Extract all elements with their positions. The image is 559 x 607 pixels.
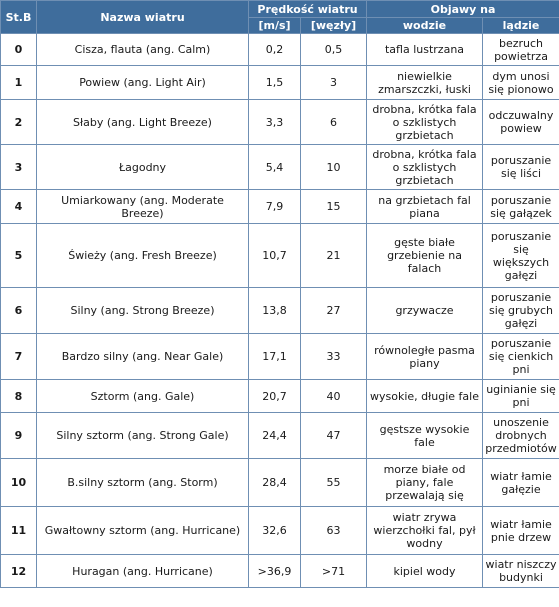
speed-ms: >36,9 <box>249 555 301 588</box>
effect-land: wiatr łamie gałęzie <box>483 459 559 507</box>
speed-ms: 0,2 <box>249 34 301 66</box>
header-row-top <box>1 1 559 18</box>
speed-ms: 28,4 <box>249 459 301 507</box>
beaufort-number: 7 <box>1 334 37 380</box>
effect-land: dym unosi się pionowo <box>483 66 559 100</box>
beaufort-number: 2 <box>1 100 37 145</box>
header-scale: St.B <box>1 1 37 34</box>
beaufort-number: 9 <box>1 413 37 459</box>
speed-knots: 3 <box>301 66 367 100</box>
table-row <box>1 507 559 555</box>
table-row <box>1 555 559 588</box>
effect-land: poruszanie się większych gałęzi <box>483 224 559 288</box>
wind-name: Słaby (ang. Light Breeze) <box>37 100 249 145</box>
wind-name: Sztorm (ang. Gale) <box>37 380 249 413</box>
effect-water: na grzbietach fal piana <box>367 190 483 224</box>
table-row <box>1 34 559 66</box>
table-row <box>1 413 559 459</box>
speed-knots: 55 <box>301 459 367 507</box>
effect-water: gęstsze wysokie fale <box>367 413 483 459</box>
speed-ms: 13,8 <box>249 288 301 334</box>
beaufort-number: 4 <box>1 190 37 224</box>
effect-land: wiatr łamie pnie drzew <box>483 507 559 555</box>
table-row <box>1 66 559 100</box>
effect-land: wiatr niszczy budynki <box>483 555 559 588</box>
effect-water: drobna, krótka fala o szklistych grzbietach <box>367 100 483 145</box>
table-row <box>1 334 559 380</box>
speed-ms: 17,1 <box>249 334 301 380</box>
speed-knots: 10 <box>301 145 367 190</box>
table-row <box>1 459 559 507</box>
effect-land: odczuwalny powiew <box>483 100 559 145</box>
speed-knots: 15 <box>301 190 367 224</box>
speed-ms: 7,9 <box>249 190 301 224</box>
speed-knots: 21 <box>301 224 367 288</box>
table-row <box>1 100 559 145</box>
effect-water: równoległe pasma piany <box>367 334 483 380</box>
wind-name: Powiew (ang. Light Air) <box>37 66 249 100</box>
wind-name: Świeży (ang. Fresh Breeze) <box>37 224 249 288</box>
effect-land: poruszanie się cienkich pni <box>483 334 559 380</box>
table-row <box>1 380 559 413</box>
effect-water: grzywacze <box>367 288 483 334</box>
effect-water: tafla lustrzana <box>367 34 483 66</box>
effect-water: gęste białe grzebienie na falach <box>367 224 483 288</box>
beaufort-number: 1 <box>1 66 37 100</box>
beaufort-number: 5 <box>1 224 37 288</box>
effect-water: wysokie, długie fale <box>367 380 483 413</box>
wind-name: Umiarkowany (ang. Moderate Breeze) <box>37 190 249 224</box>
speed-knots: >71 <box>301 555 367 588</box>
beaufort-number: 12 <box>1 555 37 588</box>
beaufort-number: 11 <box>1 507 37 555</box>
effect-land: poruszanie się grubych gałęzi <box>483 288 559 334</box>
effect-water: morze białe od piany, fale przewalają się <box>367 459 483 507</box>
beaufort-number: 6 <box>1 288 37 334</box>
effect-land: uginianie się pni <box>483 380 559 413</box>
speed-knots: 6 <box>301 100 367 145</box>
speed-ms: 32,6 <box>249 507 301 555</box>
table-row <box>1 145 559 190</box>
speed-knots: 0,5 <box>301 34 367 66</box>
speed-knots: 27 <box>301 288 367 334</box>
effect-land: poruszanie się liści <box>483 145 559 190</box>
wind-name: Silny sztorm (ang. Strong Gale) <box>37 413 249 459</box>
speed-ms: 3,3 <box>249 100 301 145</box>
beaufort-number: 10 <box>1 459 37 507</box>
effect-water: niewielkie zmarszczki, łuski <box>367 66 483 100</box>
table-row <box>1 190 559 224</box>
header-name: Nazwa wiatru <box>37 1 249 34</box>
wind-name: Huragan (ang. Hurricane) <box>37 555 249 588</box>
speed-ms: 1,5 <box>249 66 301 100</box>
header-effects-water: wodzie <box>367 18 483 34</box>
beaufort-number: 0 <box>1 34 37 66</box>
effect-water: drobna, krótka fala o szklistych grzbietach <box>367 145 483 190</box>
effect-water: wiatr zrywa wierzchołki fal, pył wodny <box>367 507 483 555</box>
effect-water: kipiel wody <box>367 555 483 588</box>
wind-name: Silny (ang. Strong Breeze) <box>37 288 249 334</box>
header-speed-ms: [m/s] <box>249 18 301 34</box>
effect-land: poruszanie się gałązek <box>483 190 559 224</box>
wind-name: Cisza, flauta (ang. Calm) <box>37 34 249 66</box>
wind-name: Łagodny <box>37 145 249 190</box>
speed-ms: 20,7 <box>249 380 301 413</box>
header-speed: Prędkość wiatru <box>249 1 367 18</box>
speed-ms: 10,7 <box>249 224 301 288</box>
speed-knots: 33 <box>301 334 367 380</box>
table-row <box>1 224 559 288</box>
table-row <box>1 288 559 334</box>
speed-ms: 24,4 <box>249 413 301 459</box>
speed-knots: 40 <box>301 380 367 413</box>
beaufort-number: 8 <box>1 380 37 413</box>
header-effects: Objawy na <box>367 1 559 18</box>
header-effects-land: lądzie <box>483 18 559 34</box>
effect-land: unoszenie drobnych przedmiotów <box>483 413 559 459</box>
speed-knots: 63 <box>301 507 367 555</box>
speed-knots: 47 <box>301 413 367 459</box>
effect-land: bezruch powietrza <box>483 34 559 66</box>
header-speed-knots: [węzły] <box>301 18 367 34</box>
beaufort-number: 3 <box>1 145 37 190</box>
table-body <box>1 34 559 588</box>
wind-name: Gwałtowny sztorm (ang. Hurricane) <box>37 507 249 555</box>
speed-ms: 5,4 <box>249 145 301 190</box>
wind-name: Bardzo silny (ang. Near Gale) <box>37 334 249 380</box>
wind-name: B.silny sztorm (ang. Storm) <box>37 459 249 507</box>
